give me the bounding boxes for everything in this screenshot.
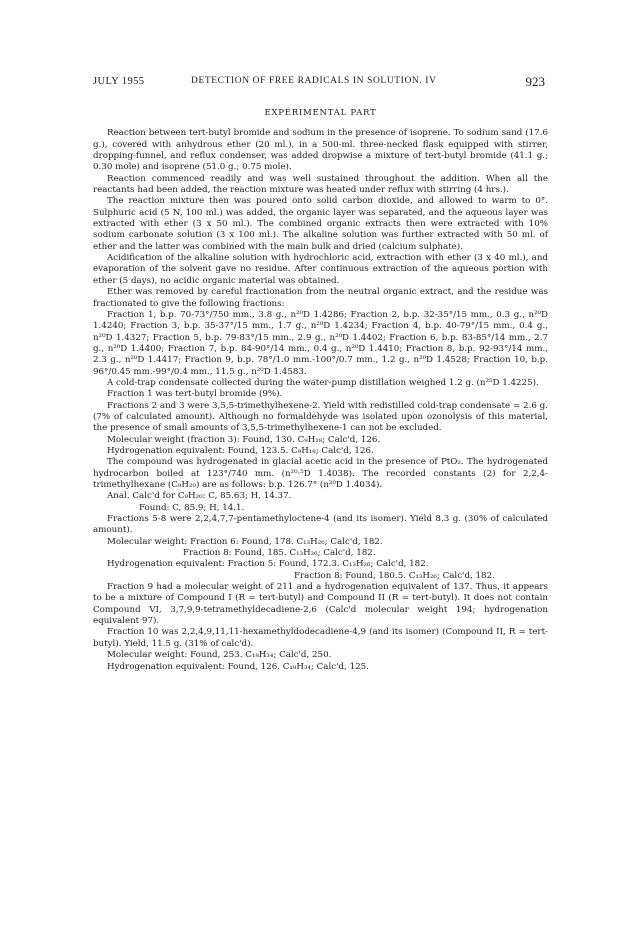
header-date: JULY 1955 [93, 76, 145, 87]
paragraph: A cold-trap condensate collected during the water-pump distillation weighed 1.2 g. (n²⁵D 1.4225). [107, 377, 539, 388]
fractions-paragraph: Fraction 1, b.p. 70-73°/750 mm., 3.8 g., n²⁰D 1.4286; Fraction 2, b.p. 32-35°/15 mm., 0.3 g., n²⁰D 1.4240; Fraction 3, b.p. 35-37°/15 mm., 1.7 g., n²⁰D 1.4234; Fraction 4, b.p. 40-79°/15 mm., 0.4 g., n²⁰D 1.4327; Fraction 5, b.p. 79-83°/15 mm., 2.9 g., n²⁰D 1.4402; Fraction 6, b.p. 83-85°/14 mm., 2.7 g., n²⁰D 1.4400; Fraction 7, b.p. 84-90°/14 mm., 0.4 g., n²⁰D 1.4410; Fraction 8, b.p. 92-93°/14 mm., 2.3 g., n²⁰D 1.4417; Fraction 9, b.p. 78°/1.0 mm.-100°/0.7 mm., 1.2 g., n²⁰D 1.4528; Fraction 10, b.p. 96°/0.45 mm.-99°/0.4 mm., 11.5 g., n²⁰D 1.4583. [93, 309, 548, 377]
paragraph: Fraction 9 had a molecular weight of 211 and a hydrogenation equivalent of 137. Thus, it appears to be a mixture of Compound I (R = tert-butyl) and Compound II (R = tert-butyl). It does not contain Compound VI, 3,7,9,9-tetramethyldecadiene-2,6 (Calc'd molecular weight 194; hydrogenation equivalent 97). [93, 582, 548, 627]
page-number: 923 [525, 74, 545, 89]
analysis-line: Anal. Calc'd for C₉H₂₀: C, 85.63; H, 14.37. [107, 491, 292, 502]
data-line: Molecular weight: Found, 253. C₁₈H₃₄; Calc'd, 250. [107, 650, 332, 661]
data-line: Fraction 8: Found, 180.5. C₁₃H₂₆; Calc'd, 182. [294, 570, 495, 581]
header-title: DETECTION OF FREE RADICALS IN SOLUTION. IV [191, 76, 437, 86]
paragraph: Acidification of the alkaline solution with hydrochloric acid, extraction with ether (3 x 40 ml.), and evaporation of the solvent gave no residue. After continuous extraction of the aqueous portion with ether (5 days), no acidic organic material was obtained. [93, 253, 548, 286]
data-line: Molecular weight (fraction 3): Found, 130. C₉H₁₈; Calc'd, 126. [107, 434, 381, 445]
page-body [93, 108, 548, 673]
paragraph: Fractions 2 and 3 were 3,5,5-trimethylhexene-2. Yield with redistilled cold-trap condensate = 2.6 g. (7% of calculated amount). Although no formaldehyde was isolated upon ozonolysis of this material, the presence of small amounts of 3,5,5-trimethylhexene-1 can not be excluded. [93, 400, 548, 434]
running-header [93, 76, 545, 90]
paragraph: Reaction commenced readily and was well sustained throughout the addition. When all the reactants had been added, the reaction mixture was heated under reflux with stirring (4 hrs.). [93, 173, 548, 196]
paragraph: Ether was removed by careful fractionation from the neutral organic extract, and the residue was fractionated to give the following fractions: [93, 287, 548, 309]
paragraph: The reaction mixture then was poured onto solid carbon dioxide, and allowed to warm to 0°. Sulphuric acid (5 N, 100 ml.) was added, the organic layer was separated, and the aqueous layer was extracted with ether (3 x 50 ml.). The combined organic extracts then were extracted with 10% sodium carbonate solution (3 x 100 ml.). The alkaline solution was further extracted with 50 ml. of ether and the latter was combined with the main bulk and dried (calcium sulphate). [93, 196, 548, 252]
paragraph: The compound was hydrogenated in glacial acetic acid in the presence of PtO₂. The hydrogenated hydrocarbon boiled at 123°/740 mm. (n²⁰·⁵D 1.4038). The recorded constants (2) for 2,2,4-trimethylhexane (C₉H₂₀) are as follows: b.p. 126.7° (n²⁰D 1.4034). [93, 457, 548, 490]
data-line: Hydrogenation equivalent: Fraction 5: Found, 172.3. C₁₃H₂₆; Calc'd, 182. [107, 559, 429, 570]
data-line: Fraction 8: Found, 185. C₁₃H₂₆; Calc'd, 182. [183, 548, 376, 559]
paragraph: Fraction 1 was tert-butyl bromide (9%). [107, 389, 283, 400]
paragraph: Fraction 10 was 2,2,4,9,11,11-hexamethyldodecadiene-4,9 (and its isomer) (Compound II, R = tert-butyl). Yield, 11.5 g. (31% of calc'd). [93, 627, 548, 649]
data-line: Hydrogenation equivalent: Found, 123.5. C₉H₁₈; Calc'd, 126. [107, 445, 374, 456]
paragraph: Reaction between tert-butyl bromide and sodium in the presence of isoprene. To sodium sand (17.6 g.), covered with anhydrous ether (20 ml.), in a 500-ml. three-necked flask equipped with stirrer, dropping-funnel, and reflux condenser, was added dropwise a mixture of tert-butyl bromide (41.1 g.; 0.30 mole) and isoprene (51.0 g.; 0.75 mole). [93, 128, 548, 173]
paragraph: Fractions 5-8 were 2,2,4,7,7-pentamethyloctene-4 (and its isomer). Yield 8.3 g. (30% of calculated amount). [93, 514, 548, 536]
data-line: Molecular weight: Fraction 6: Found, 178. C₁₃H₂₆; Calc'd, 182. [107, 536, 383, 547]
data-line: Hydrogenation equivalent: Found, 126. C₁₈H₃₄; Calc'd, 125. [107, 661, 369, 672]
analysis-found-line: Found: C, 85.9; H, 14.1. [139, 502, 245, 513]
section-title: EXPERIMENTAL PART [264, 108, 377, 118]
